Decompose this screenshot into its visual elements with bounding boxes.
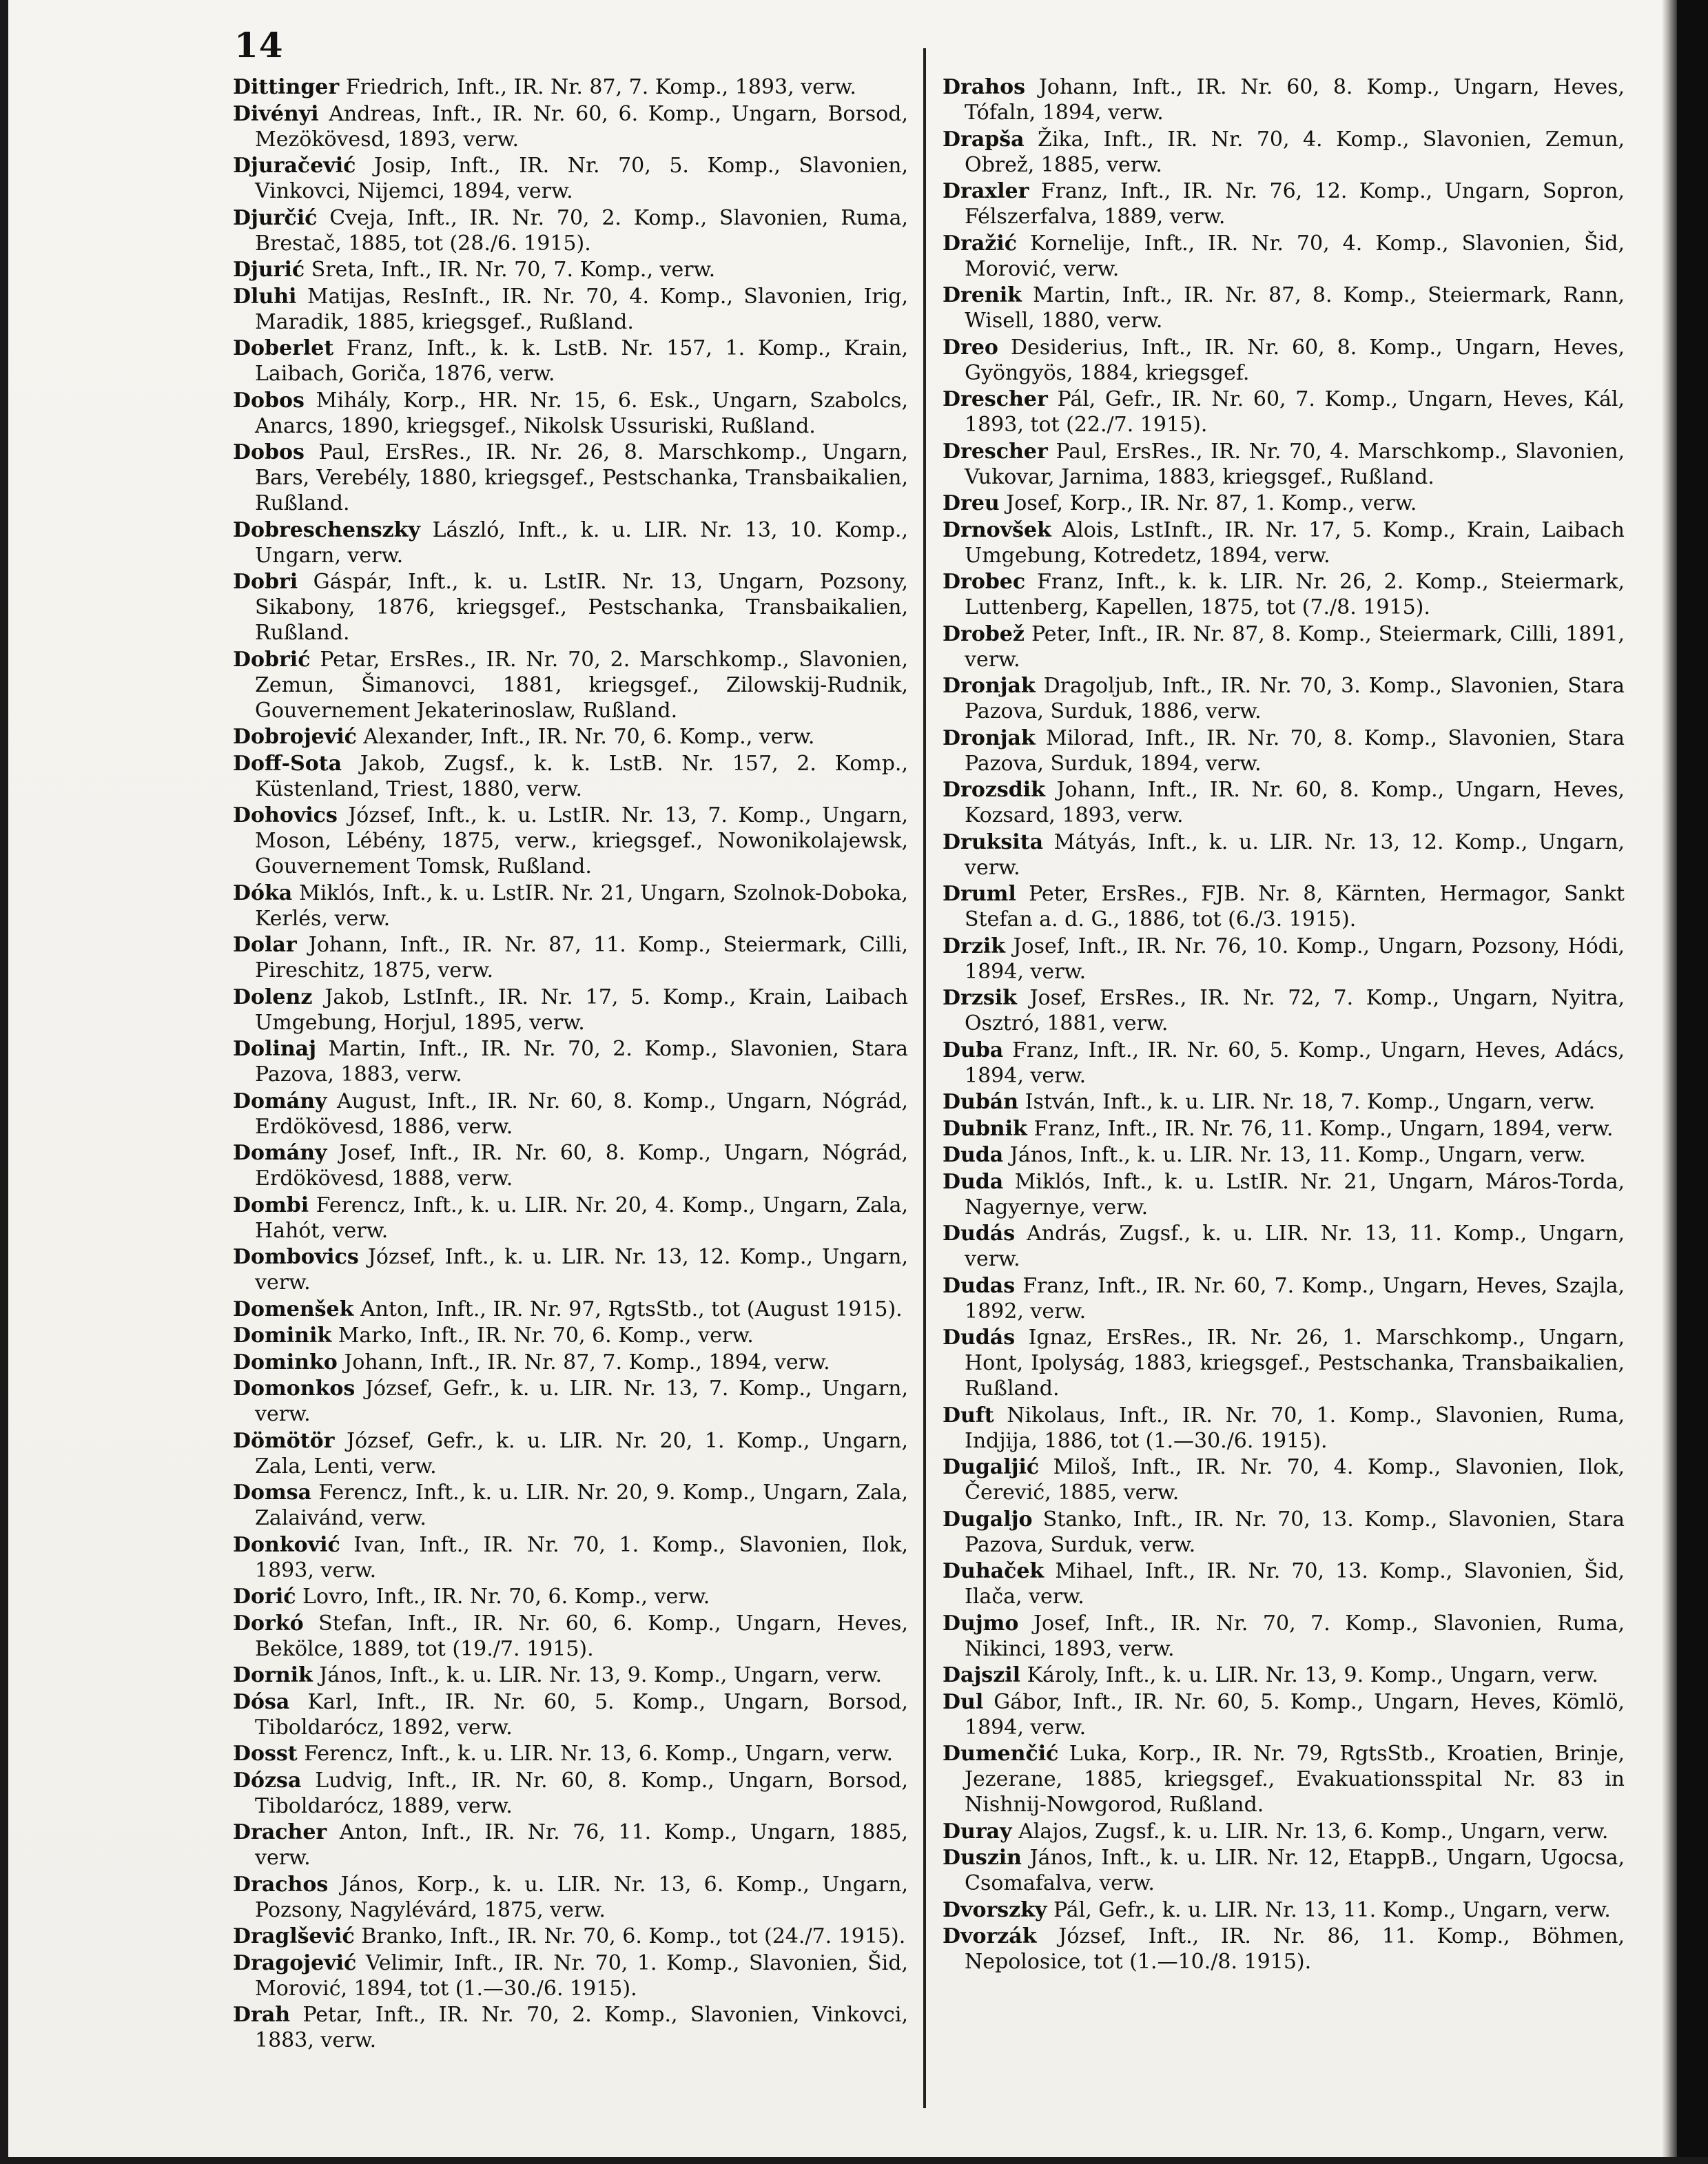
list-entry (943, 1611, 1625, 1662)
entry-details: Branko, Inft., IR. Nr. 70, 6. Komp., tot (24./7. 1915). (361, 1924, 906, 1948)
entry-details: Alois, LstInft., IR. Nr. 17, 5. Komp., Krain, Laibach Umgebung, Kotredetz, 1894, verw. (965, 517, 1625, 568)
entry-details: Mátyás, Inft., k. u. LIR. Nr. 13, 12. Komp., Ungarn, verw. (965, 829, 1625, 880)
list-entry (943, 1273, 1625, 1324)
entry-surname: Duhaček (943, 1559, 1045, 1583)
entry-surname: Dujmo (943, 1611, 1019, 1636)
entry-details: Miklós, Inft., k. u. LstIR. Nr. 21, Ungarn, Szolnok-Doboka, Kerlés, verw. (255, 880, 908, 931)
left-column (233, 74, 908, 2054)
entry-surname: Dobreschenszky (233, 517, 420, 542)
entry-details: Desiderius, Inft., IR. Nr. 60, 8. Komp., Ungarn, Heves, Gyöngyös, 1884, kriegsgef. (965, 335, 1625, 385)
list-entry (943, 934, 1625, 985)
list-entry (943, 74, 1625, 125)
scan-edge-bottom (0, 2157, 1708, 2164)
entry-surname: Domsa (233, 1481, 312, 1505)
entry-surname: Druksita (943, 829, 1044, 854)
list-entry (233, 388, 908, 439)
list-entry (943, 1741, 1625, 1817)
list-entry (943, 1558, 1625, 1609)
list-entry (943, 1819, 1625, 1844)
page-shadow-right (1662, 0, 1677, 2164)
list-entry (943, 491, 1625, 516)
entry-surname: Drachos (233, 1872, 329, 1897)
list-entry (233, 1768, 908, 1819)
entry-surname: Dömötör (233, 1428, 335, 1453)
entry-details: Josef, Inft., IR. Nr. 70, 7. Komp., Slavonien, Ruma, Nikinci, 1893, verw. (965, 1611, 1625, 1661)
list-entry (943, 725, 1625, 776)
list-entry (233, 1036, 908, 1087)
list-entry (943, 621, 1625, 672)
entry-details: Ferencz, Inft., k. u. LIR. Nr. 13, 6. Komp., Ungarn, verw. (304, 1742, 894, 1766)
entry-surname: Dorkó (233, 1611, 304, 1636)
list-entry (233, 257, 908, 282)
entry-surname: Doberlet (233, 336, 334, 360)
list-entry (943, 829, 1625, 880)
list-entry (233, 1662, 908, 1688)
entry-surname: Dumenčić (943, 1742, 1059, 1766)
list-entry (233, 1689, 908, 1740)
entry-details: Miloš, Inft., IR. Nr. 70, 4. Komp., Slavonien, Ilok, Čerević, 1885, verw. (965, 1455, 1625, 1505)
entry-surname: Dornik (233, 1663, 313, 1687)
entry-details: János, Inft., k. u. LIR. Nr. 12, EtappB., Ungarn, Ugocsa, Csomafalva, verw. (965, 1846, 1625, 1895)
entry-details: Ferencz, Inft., k. u. LIR. Nr. 20, 4. Komp., Ungarn, Zala, Hahót, verw. (255, 1193, 908, 1243)
entry-surname: Dreo (943, 335, 998, 360)
entry-surname: Domenšek (233, 1297, 354, 1321)
list-entry (233, 569, 908, 646)
entry-details: Velimir, Inft., IR. Nr. 70, 1. Komp., Slavonien, Šid, Morović, 1894, tot (1.—30./6. 1915). (255, 1950, 908, 2001)
entry-details: Matijas, ResInft., IR. Nr. 70, 4. Komp., Slavonien, Irig, Maradik, 1885, kriegsgef., Rußland. (255, 284, 908, 334)
entry-surname: Dubán (943, 1090, 1019, 1114)
entry-surname: Dajszil (943, 1663, 1021, 1687)
list-entry (943, 231, 1625, 282)
list-entry (233, 101, 908, 152)
entry-surname: Dražić (943, 231, 1017, 256)
entry-surname: Domány (233, 1141, 327, 1165)
list-entry (943, 1507, 1625, 1558)
entry-details: Johann, Inft., IR. Nr. 60, 8. Komp., Ungarn, Heves, Kozsard, 1893, verw. (965, 778, 1625, 827)
entry-surname: Drnovšek (943, 517, 1051, 542)
entry-details: Friedrich, Inft., IR. Nr. 87, 7. Komp., 1893, verw. (345, 75, 856, 99)
list-entry (943, 673, 1625, 724)
entry-details: Franz, Inft., IR. Nr. 76, 11. Komp., Ungarn, 1894, verw. (1033, 1116, 1614, 1141)
entry-details: Franz, Inft., k. k. LIR. Nr. 26, 2. Komp., Steiermark, Luttenberg, Kapellen, 1875, tot (7./8. 1915). (965, 570, 1625, 619)
entry-details: András, Zugsf., k. u. LIR. Nr. 13, 11. Komp., Ungarn, verw. (965, 1222, 1625, 1271)
entry-surname: Draxler (943, 179, 1029, 203)
list-entry (943, 1924, 1625, 1975)
entry-details: Gáspár, Inft., k. u. LstIR. Nr. 13, Ungarn, Pozsony, Sikabony, 1876, kriegsgef., Pestschanka, Transbaikalien, Rußland. (255, 570, 908, 645)
entry-details: Franz, Inft., k. k. LstB. Nr. 157, 1. Komp., Krain, Laibach, Goriča, 1876, verw. (255, 336, 908, 386)
list-entry (233, 1350, 908, 1375)
list-entry (943, 335, 1625, 386)
list-entry (943, 1089, 1625, 1115)
list-entry (943, 1169, 1625, 1220)
entry-details: Johann, Inft., IR. Nr. 60, 8. Komp., Ungarn, Heves, Tófaln, 1894, verw. (965, 75, 1625, 125)
list-entry (233, 1872, 908, 1923)
entry-details: Karl, Inft., IR. Nr. 60, 5. Komp., Ungarn, Borsod, Tiboldarócz, 1892, verw. (255, 1689, 908, 1740)
list-entry (233, 724, 908, 750)
list-entry (233, 985, 908, 1035)
list-entry (233, 2002, 908, 2053)
entry-surname: Dominko (233, 1350, 338, 1374)
entry-surname: Divényi (233, 101, 319, 126)
entry-details: Žika, Inft., IR. Nr. 70, 4. Komp., Slavonien, Zemun, Obrež, 1885, verw. (965, 127, 1625, 177)
list-entry (943, 127, 1625, 178)
entry-surname: Dvorzák (943, 1924, 1037, 1948)
entry-surname: Duszin (943, 1846, 1022, 1870)
entry-surname: Dominik (233, 1323, 332, 1348)
entry-details: János, Inft., k. u. LIR. Nr. 13, 9. Komp., Ungarn, verw. (319, 1663, 882, 1687)
entry-details: Lovro, Inft., IR. Nr. 70, 6. Komp., verw. (302, 1585, 710, 1609)
entry-details: János, Korp., k. u. LIR. Nr. 13, 6. Komp., Ungarn, Pozsony, Nagylévárd, 1875, verw. (255, 1872, 908, 1922)
entry-surname: Dózsa (233, 1768, 302, 1793)
entry-details: Andreas, Inft., IR. Nr. 60, 6. Komp., Ungarn, Borsod, Mezökövesd, 1893, verw. (255, 101, 908, 152)
entry-details: Pál, Gefr., IR. Nr. 60, 7. Komp., Ungarn, Heves, Kál, 1893, tot (22./7. 1915). (965, 387, 1625, 437)
entry-surname: Drozsdik (943, 778, 1045, 802)
list-entry (943, 1845, 1625, 1896)
entry-details: Petar, Inft., IR. Nr. 70, 2. Komp., Slavonien, Vinkovci, 1883, verw. (255, 2003, 908, 2052)
list-entry (943, 517, 1625, 568)
entry-surname: Drzik (943, 934, 1006, 958)
entry-details: Anton, Inft., IR. Nr. 76, 11. Komp., Ungarn, 1885, verw. (255, 1820, 908, 1870)
entry-details: Ferencz, Inft., k. u. LIR. Nr. 20, 9. Komp., Ungarn, Zala, Zalaivánd, verw. (255, 1481, 908, 1530)
entry-details: Sreta, Inft., IR. Nr. 70, 7. Komp., verw. (311, 258, 716, 282)
entry-details: István, Inft., k. u. LIR. Nr. 18, 7. Komp., Ungarn, verw. (1025, 1090, 1595, 1114)
list-entry (233, 880, 908, 931)
list-entry (233, 647, 908, 723)
entry-surname: Dluhi (233, 284, 297, 309)
entry-details: József, Gefr., k. u. LIR. Nr. 13, 7. Komp., Ungarn, verw. (255, 1377, 908, 1426)
entry-surname: Drah (233, 2003, 291, 2027)
entry-surname: Dolar (233, 933, 297, 957)
entry-surname: Dudás (943, 1326, 1016, 1350)
entry-surname: Dolenz (233, 985, 313, 1009)
list-entry (943, 985, 1625, 1036)
entry-surname: Draglšević (233, 1924, 355, 1948)
list-entry (943, 1897, 1625, 1923)
entry-details: Josip, Inft., IR. Nr. 70, 5. Komp., Slavonien, Vinkovci, Nijemci, 1894, verw. (255, 154, 908, 203)
entry-surname: Dracher (233, 1820, 327, 1844)
entry-surname: Dobri (233, 570, 298, 594)
entry-surname: Dvorszky (943, 1897, 1047, 1922)
entry-surname: Dósa (233, 1689, 290, 1714)
list-entry (233, 1584, 908, 1609)
entry-details: Kornelije, Inft., IR. Nr. 70, 4. Komp., Slavonien, Šid, Morović, verw. (965, 231, 1625, 281)
entry-surname: Dronjak (943, 725, 1036, 750)
entry-details: Josef, Inft., IR. Nr. 76, 10. Komp., Ungarn, Pozsony, Hódi, 1894, verw. (965, 934, 1625, 984)
list-entry (943, 1221, 1625, 1272)
list-entry (233, 1924, 908, 1949)
entry-details: Ludvig, Inft., IR. Nr. 60, 8. Komp., Ungarn, Borsod, Tiboldarócz, 1889, verw. (255, 1768, 908, 1818)
list-entry (233, 932, 908, 983)
list-entry (233, 751, 908, 802)
entry-details: Josef, ErsRes., IR. Nr. 72, 7. Komp., Ungarn, Nyitra, Osztró, 1881, verw. (965, 986, 1625, 1035)
entry-details: August, Inft., IR. Nr. 60, 8. Komp., Ungarn, Nógrád, Erdökövesd, 1886, verw. (255, 1089, 908, 1139)
list-entry (233, 1950, 908, 2001)
entry-details: Károly, Inft., k. u. LIR. Nr. 13, 9. Komp., Ungarn, verw. (1027, 1663, 1598, 1687)
entry-surname: Druml (943, 882, 1016, 906)
list-entry (233, 517, 908, 568)
entry-surname: Dugaljo (943, 1507, 1033, 1532)
list-entry (233, 74, 908, 100)
entry-surname: Dragojević (233, 1950, 357, 1975)
entry-surname: Drescher (943, 439, 1048, 464)
entry-surname: Duray (943, 1819, 1012, 1844)
entry-details: János, Inft., k. u. LIR. Nr. 13, 11. Komp., Ungarn, verw. (1009, 1143, 1586, 1167)
entry-details: Mihael, Inft., IR. Nr. 70, 13. Komp., Slavonien, Šid, Ilača, verw. (965, 1559, 1625, 1609)
list-entry (233, 284, 908, 335)
list-entry (943, 1662, 1625, 1688)
entry-details: Stefan, Inft., IR. Nr. 60, 6. Komp., Ungarn, Heves, Bekölce, 1889, tot (19./7. 1915). (255, 1611, 908, 1661)
list-entry (233, 1089, 908, 1140)
entry-surname: Dombi (233, 1193, 309, 1217)
entry-details: Nikolaus, Inft., IR. Nr. 70, 1. Komp., Slavonien, Ruma, Indjija, 1886, tot (1.—30./6. 1915). (965, 1403, 1625, 1453)
entry-surname: Drobec (943, 570, 1026, 594)
list-entry (233, 1611, 908, 1662)
entry-details: Miklós, Inft., k. u. LstIR. Nr. 21, Ungarn, Máros-Torda, Nagyernye, verw. (965, 1169, 1625, 1219)
list-entry (943, 1142, 1625, 1168)
entry-details: Pál, Gefr., k. u. LIR. Nr. 13, 11. Komp., Ungarn, verw. (1053, 1897, 1611, 1922)
list-entry (943, 387, 1625, 437)
list-entry (233, 1532, 908, 1583)
entry-details: Johann, Inft., IR. Nr. 87, 7. Komp., 1894, verw. (344, 1350, 830, 1374)
entry-surname: Domány (233, 1089, 327, 1113)
list-entry (943, 569, 1625, 620)
entry-surname: Dudás (943, 1222, 1016, 1246)
entry-surname: Dobrojević (233, 725, 357, 749)
entry-surname: Dobos (233, 388, 305, 413)
entry-details: Martin, Inft., IR. Nr. 87, 8. Komp., Steiermark, Rann, Wisell, 1880, verw. (965, 283, 1625, 333)
entry-details: László, Inft., k. u. LIR. Nr. 13, 10. Komp., Ungarn, verw. (255, 517, 908, 568)
entry-details: Martin, Inft., IR. Nr. 70, 2. Komp., Slavonien, Stara Pazova, 1883, verw. (255, 1037, 908, 1086)
entry-details: Johann, Inft., IR. Nr. 87, 11. Komp., Steiermark, Cilli, Pireschitz, 1875, verw. (255, 933, 908, 982)
entry-surname: Drenik (943, 283, 1022, 307)
list-entry (233, 1297, 908, 1322)
entry-surname: Dolinaj (233, 1037, 316, 1061)
entry-surname: Drobež (943, 621, 1025, 646)
entry-surname: Dubnik (943, 1116, 1027, 1141)
entry-surname: Drzsik (943, 986, 1017, 1010)
list-entry (943, 777, 1625, 828)
list-entry (233, 205, 908, 256)
list-entry (233, 1480, 908, 1531)
list-entry (233, 1820, 908, 1871)
right-column (943, 74, 1625, 1976)
entry-details: Mihály, Korp., HR. Nr. 15, 6. Esk., Ungarn, Szabolcs, Anarcs, 1890, kriegsgef., Nikolsk Ussuriski, Rußland. (255, 388, 908, 438)
entry-surname: Dudas (943, 1273, 1016, 1298)
entry-surname: Doff-Sota (233, 751, 342, 776)
entry-surname: Dobos (233, 440, 305, 464)
entry-details: Dragoljub, Inft., IR. Nr. 70, 3. Komp., Slavonien, Stara Pazova, Surduk, 1886, verw. (965, 674, 1625, 723)
entry-details: Jakob, Zugsf., k. k. LstB. Nr. 157, 2. Komp., Küstenland, Triest, 1880, verw. (255, 751, 908, 801)
entry-surname: Duft (943, 1403, 994, 1428)
entry-surname: Dorić (233, 1585, 296, 1609)
entry-surname: Dronjak (943, 674, 1036, 698)
list-entry (233, 1140, 908, 1191)
entry-surname: Dombovics (233, 1245, 359, 1269)
entry-details: Franz, Inft., IR. Nr. 76, 12. Komp., Ungarn, Sopron, Félszerfalva, 1889, verw. (965, 179, 1625, 229)
list-entry (943, 1116, 1625, 1142)
entry-details: Ivan, Inft., IR. Nr. 70, 1. Komp., Slavonien, Ilok, 1893, verw. (255, 1532, 908, 1583)
list-entry (233, 1323, 908, 1348)
list-entry (233, 1741, 908, 1766)
entry-details: Milorad, Inft., IR. Nr. 70, 8. Komp., Slavonien, Stara Pazova, Surduk, 1894, verw. (965, 725, 1625, 776)
scan-edge-right (1677, 0, 1708, 2164)
entry-details: Luka, Korp., IR. Nr. 79, RgtsStb., Kroatien, Brinje, Jezerane, 1885, kriegsgef., Evakuationsspital Nr. 83 in Nishnij-Nowgorod, Rußland. (965, 1742, 1625, 1817)
entry-details: Jakob, LstInft., IR. Nr. 17, 5. Komp., Krain, Laibach Umgebung, Horjul, 1895, verw. (255, 985, 908, 1035)
list-entry (233, 1428, 908, 1479)
entry-details: Peter, ErsRes., FJB. Nr. 8, Kärnten, Hermagor, Sankt Stefan a. d. G., 1886, tot (6./3. 1915). (965, 882, 1625, 931)
entry-details: Anton, Inft., IR. Nr. 97, RgtsStb., tot (August 1915). (360, 1297, 903, 1321)
entry-surname: Domonkos (233, 1377, 356, 1401)
entry-surname: Dohovics (233, 803, 338, 827)
list-entry (943, 881, 1625, 932)
entry-details: Alexander, Inft., IR. Nr. 70, 6. Komp., verw. (363, 725, 815, 749)
column-divider (923, 48, 926, 2108)
list-entry (233, 153, 908, 204)
list-entry (233, 1376, 908, 1427)
list-entry (233, 803, 908, 879)
entry-surname: Drahos (943, 75, 1025, 99)
list-entry (943, 282, 1625, 333)
entry-details: József, Inft., k. u. LstIR. Nr. 13, 7. Komp., Ungarn, Moson, Lébény, 1875, verw., kriegsgef., Nowonikolajewsk, Gouvernement Tomsk, Rußland. (255, 803, 908, 878)
entry-details: Josef, Inft., IR. Nr. 60, 8. Komp., Ungarn, Nógrád, Erdökövesd, 1888, verw. (255, 1141, 909, 1191)
list-entry (943, 439, 1625, 490)
entry-surname: Dosst (233, 1742, 298, 1766)
entry-surname: Dittinger (233, 75, 340, 99)
entry-details: József, Inft., k. u. LIR. Nr. 13, 12. Komp., Ungarn, verw. (255, 1245, 908, 1295)
list-entry (943, 1454, 1625, 1505)
entry-surname: Duba (943, 1038, 1004, 1062)
entry-details: Gábor, Inft., IR. Nr. 60, 5. Komp., Ungarn, Heves, Kömlö, 1894, verw. (965, 1689, 1625, 1740)
entry-details: Cveja, Inft., IR. Nr. 70, 2. Komp., Slavonien, Ruma, Brestač, 1885, tot (28./6. 1915). (255, 205, 909, 256)
list-entry (233, 440, 908, 516)
entry-details: Ignaz, ErsRes., IR. Nr. 26, 1. Marschkomp., Ungarn, Hont, Ipolyság, 1883, kriegsgef., Pestschanka, Transbaikalien, Rußland. (965, 1326, 1625, 1401)
entry-details: Josef, Korp., IR. Nr. 87, 1. Komp., verw. (1006, 491, 1417, 515)
entry-surname: Dóka (233, 880, 293, 905)
entry-details: Alajos, Zugsf., k. u. LIR. Nr. 13, 6. Komp., Ungarn, verw. (1018, 1819, 1609, 1844)
entry-surname: Dreu (943, 491, 1000, 515)
entry-details: József, Gefr., k. u. LIR. Nr. 20, 1. Komp., Ungarn, Zala, Lenti, verw. (255, 1428, 908, 1478)
list-entry (943, 1325, 1625, 1401)
entry-surname: Dobrić (233, 647, 311, 672)
entry-surname: Djurčić (233, 205, 318, 230)
entry-surname: Djurić (233, 258, 305, 282)
entry-details: Paul, ErsRes., IR. Nr. 70, 4. Marschkomp., Slavonien, Vukovar, Jarnima, 1883, kriegsgef., Rußland. (965, 439, 1625, 489)
list-entry (233, 1193, 908, 1244)
entry-surname: Djuračević (233, 154, 356, 178)
entry-surname: Dugaljić (943, 1455, 1040, 1479)
list-entry (943, 178, 1625, 229)
entry-surname: Donković (233, 1532, 340, 1557)
entry-details: Peter, Inft., IR. Nr. 87, 8. Komp., Steiermark, Cilli, 1891, verw. (965, 621, 1625, 672)
entry-surname: Dul (943, 1689, 984, 1714)
list-entry (233, 336, 908, 387)
entry-surname: Duda (943, 1143, 1004, 1167)
entry-details: József, Inft., IR. Nr. 86, 11. Komp., Böhmen, Nepolosice, tot (1.—10./8. 1915). (965, 1924, 1625, 1974)
entry-details: Franz, Inft., IR. Nr. 60, 5. Komp., Ungarn, Heves, Adács, 1894, verw. (965, 1038, 1625, 1088)
entry-details: Paul, ErsRes., IR. Nr. 26, 8. Marschkomp., Ungarn, Bars, Verebély, 1880, kriegsgef., Pestschanka, Transbaikalien, Rußland. (255, 440, 908, 515)
list-entry (943, 1038, 1625, 1089)
entry-details: Petar, ErsRes., IR. Nr. 70, 2. Marschkomp., Slavonien, Zemun, Šimanovci, 1881, kriegsgef., Zilowskij-Rudnik, Gouvernement Jekaterinoslaw, Rußland. (255, 647, 908, 723)
list-entry (943, 1689, 1625, 1740)
entry-surname: Drapša (943, 127, 1025, 152)
page-number: 14 (234, 25, 284, 65)
entry-surname: Duda (943, 1169, 1004, 1194)
entry-details: Franz, Inft., IR. Nr. 60, 7. Komp., Ungarn, Heves, Szajla, 1892, verw. (965, 1273, 1625, 1323)
entry-details: Marko, Inft., IR. Nr. 70, 6. Komp., verw. (338, 1323, 754, 1348)
scan-edge-left (0, 0, 8, 2164)
entry-surname: Drescher (943, 387, 1048, 411)
list-entry (233, 1244, 908, 1295)
entry-details: Stanko, Inft., IR. Nr. 70, 13. Komp., Slavonien, Stara Pazova, Surduk, verw. (965, 1507, 1625, 1557)
list-entry (943, 1403, 1625, 1454)
